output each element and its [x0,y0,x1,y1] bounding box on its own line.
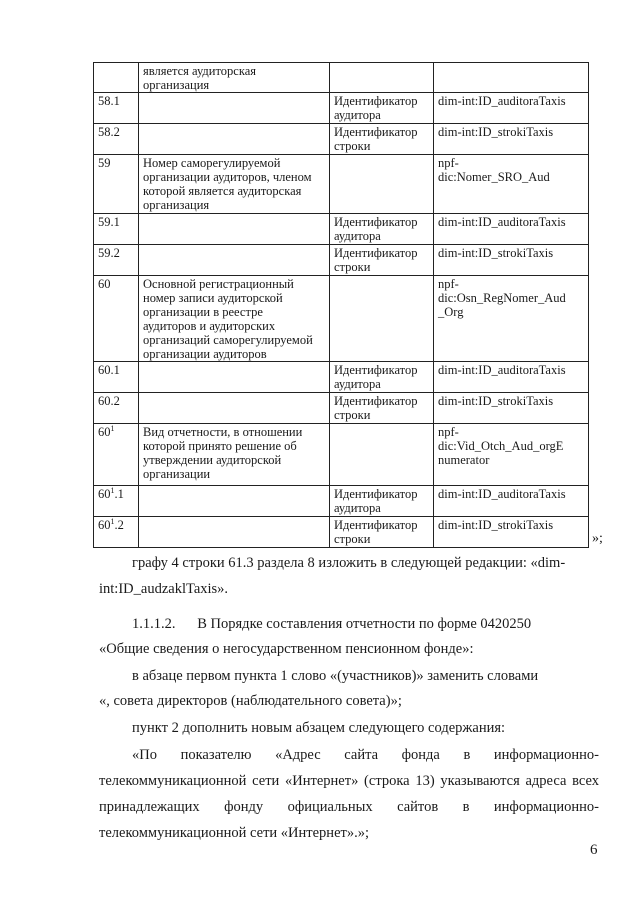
element-code-cell [434,155,589,214]
row-number: 59.2 [98,246,120,260]
row-number: 59 [98,156,111,170]
element-code-text: dim-int:ID_strokiTaxis [438,125,554,139]
row-number: 60 [98,277,111,291]
axis-cell [330,486,434,517]
element-code-cell [434,63,589,93]
row-number-superscript: 1 [110,516,115,526]
row-number: 60 [98,518,111,532]
element-code-text: dim-int:ID_auditoraTaxis [438,215,566,229]
row-number-cell [94,63,139,93]
axis-cell [330,245,434,276]
indicator-name-cell [139,155,330,214]
indicator-name-text: Вид отчетности, в отношении которой принято решение об утверждении аудиторской организации [143,425,303,481]
paragraph-1-line-2: int:ID_audzaklTaxis». [99,581,229,597]
indicator-name-cell [139,93,330,124]
row-number-cell [94,214,139,245]
paragraph-3-line-2: «, совета директоров (наблюдательного совета)»; [99,693,402,709]
row-number-cell [94,393,139,424]
paragraph-5-line-1: «По показателю «Адрес сайта фонда в информационно- [132,747,599,763]
row-number-cell [94,362,139,393]
element-code-text: dim-int:ID_strokiTaxis [438,394,554,408]
table-row [94,155,589,214]
indicator-name-text: является аудиторская организация [143,64,257,92]
element-code-cell [434,276,589,362]
row-number-superscript: 1 [110,485,115,495]
table-row [94,93,589,124]
indicator-name-cell [139,486,330,517]
indicator-table [93,62,589,548]
table-closing-mark: »; [592,531,603,546]
element-code-text: dim-int:ID_auditoraTaxis [438,487,566,501]
element-code-text: npf- dic:Osn_RegNomer_Aud _Org [438,277,566,319]
row-number-cell [94,124,139,155]
row-number-suffix: .1 [114,487,124,501]
paragraph-5-line-3: принадлежащих фонду официальных сайтов в информационно- [99,799,599,815]
indicator-name-text: Номер саморегулируемой организации аудиторов, членом которой является аудиторская организация [143,156,312,212]
axis-text: Идентификатор аудитора [334,363,418,391]
element-code-cell [434,245,589,276]
element-code-cell [434,517,589,548]
element-code-text: npf- dic:Nomer_SRO_Aud [438,156,550,184]
page-number: 6 [590,842,598,858]
row-number-cell [94,276,139,362]
element-code-cell [434,124,589,155]
axis-text: Идентификатор строки [334,394,418,422]
indicator-name-cell [139,362,330,393]
paragraph-4-line-1: пункт 2 дополнить новым абзацем следующего содержания: [132,720,506,736]
element-code-text: dim-int:ID_strokiTaxis [438,518,554,532]
axis-cell [330,424,434,486]
axis-cell [330,214,434,245]
axis-text: Идентификатор строки [334,518,418,546]
row-number-cell [94,93,139,124]
table-row [94,517,589,548]
row-number-cell [94,245,139,276]
indicator-name-cell [139,424,330,486]
paragraph-5-line-2: телекоммуникационной сети «Интернет» (строка 13) указываются адреса всех [99,773,599,789]
row-number: 60 [98,425,111,439]
element-code-text: dim-int:ID_strokiTaxis [438,246,554,260]
table-row [94,424,589,486]
row-number: 60.2 [98,394,120,408]
table-row [94,63,589,93]
table-row [94,276,589,362]
element-code-text: dim-int:ID_auditoraTaxis [438,363,566,377]
paragraph-1-line-1: графу 4 строки 61.3 раздела 8 изложить в следующей редакции: «dim- [132,555,566,571]
element-code-cell [434,486,589,517]
element-code-cell [434,214,589,245]
row-number-cell [94,424,139,486]
row-number-cell [94,155,139,214]
axis-cell [330,63,434,93]
table-row [94,245,589,276]
table-row [94,362,589,393]
indicator-name-text: Основной регистрационный номер записи аудиторской организации в реестре аудиторов и аудиторских организаций саморегулируемой организации аудиторов [143,277,313,361]
indicator-name-cell [139,393,330,424]
axis-cell [330,362,434,393]
axis-cell [330,93,434,124]
indicator-name-cell [139,276,330,362]
paragraph-2-line-2: «Общие сведения о негосударственном пенсионном фонде»: [99,641,474,657]
table-row [94,214,589,245]
axis-cell [330,393,434,424]
table-row [94,486,589,517]
paragraph-5-line-4: телекоммуникационной сети «Интернет».»; [99,825,369,841]
row-number: 58.2 [98,125,120,139]
axis-cell [330,276,434,362]
element-code-cell [434,362,589,393]
axis-text: Идентификатор строки [334,125,418,153]
indicator-table-body [94,63,589,548]
element-code-text: npf- dic:Vid_Otch_Aud_orgE numerator [438,425,564,467]
indicator-name-cell [139,214,330,245]
element-code-cell [434,93,589,124]
table-row [94,393,589,424]
indicator-name-cell [139,63,330,93]
row-number: 60 [98,487,111,501]
axis-cell [330,517,434,548]
element-code-text: dim-int:ID_auditoraTaxis [438,94,566,108]
element-code-cell [434,393,589,424]
row-number-cell [94,517,139,548]
axis-cell [330,155,434,214]
row-number-suffix: .2 [114,518,124,532]
axis-text: Идентификатор строки [334,246,418,274]
indicator-name-cell [139,124,330,155]
table-row [94,124,589,155]
row-number: 59.1 [98,215,120,229]
row-number-superscript: 1 [110,423,115,433]
axis-cell [330,124,434,155]
axis-text: Идентификатор аудитора [334,215,418,243]
row-number-cell [94,486,139,517]
axis-text: Идентификатор аудитора [334,487,418,515]
paragraph-2-line-1: 1.1.1.2. В Порядке составления отчетности по форме 0420250 [132,616,532,632]
element-code-cell [434,424,589,486]
row-number: 60.1 [98,363,120,377]
indicator-name-cell [139,245,330,276]
axis-text: Идентификатор аудитора [334,94,418,122]
paragraph-3-line-1: в абзаце первом пункта 1 слово «(участников)» заменить словами [132,668,539,684]
row-number: 58.1 [98,94,120,108]
indicator-name-cell [139,517,330,548]
